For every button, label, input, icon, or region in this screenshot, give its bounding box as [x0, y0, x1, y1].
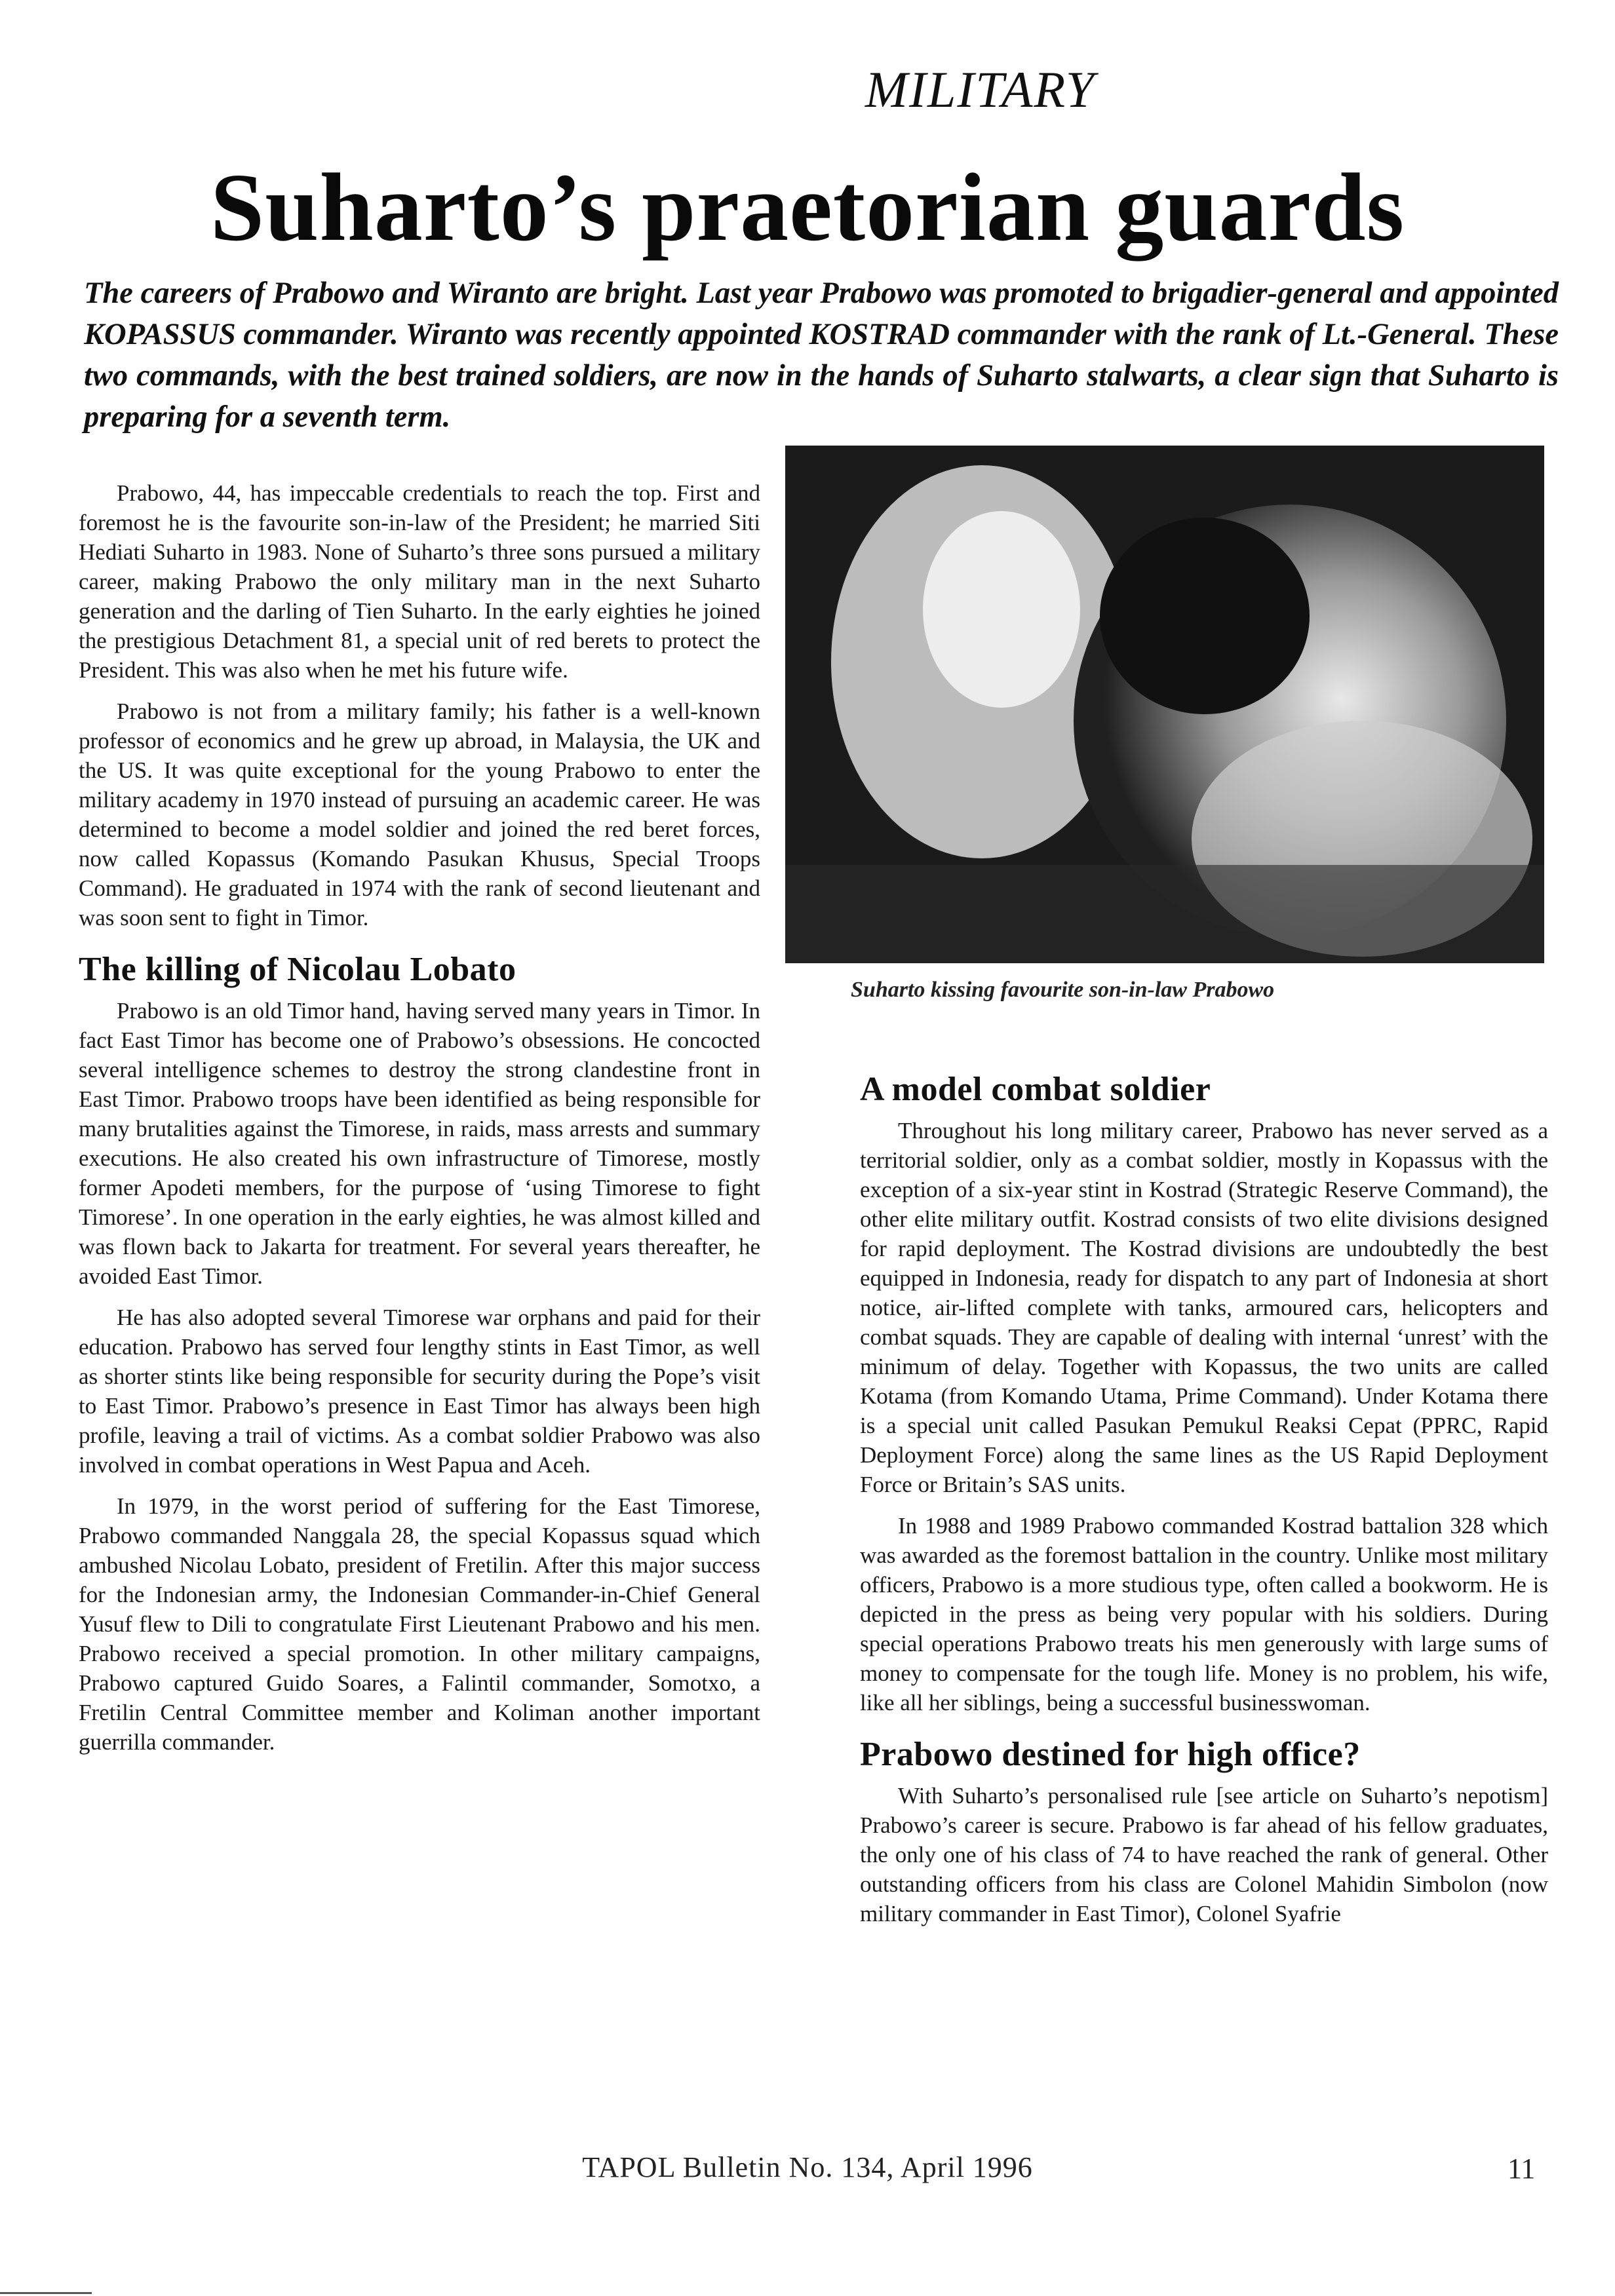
- subheading-model-combat-soldier: A model combat soldier: [860, 1071, 1211, 1108]
- publication-footer: TAPOL Bulletin No. 134, April 1996: [582, 2151, 1033, 2183]
- body-paragraph: Prabowo is an old Timor hand, having served many years in Timor. In fact East Timor has become one of Prabowo’s obsessions. He concocted several intelligence schemes to destroy the strong clandestine front in East Timor. Prabowo troops have been identified as being responsible for many brutalities against the Timorese, in raids, mass arrests and summary executions. He also created his own infrastructure of Timorese, mostly former Apodeti members, for the purpose of ‘using Timorese to fight Timorese’. In one operation in the early eighties, he was almost killed and was flown back to Jakarta for treatment. For several years thereafter, he avoided East Timor.: [79, 998, 760, 1289]
- left-column: [79, 478, 760, 1769]
- body-paragraph: Prabowo is not from a military family; his father is a well-known professor of economics and he grew up abroad, in Malaysia, the UK and the US. It was quite exceptional for the young Prabowo to enter the military academy in 1970 instead of pursuing an academic career. He was determined to become a model soldier and joined the red beret forces, now called Kopassus (Komando Pasukan Khusus, Special Troops Command). He graduated in 1974 with the rank of second lieutenant and was soon sent to fight in Timor.: [79, 698, 760, 930]
- body-paragraph: In 1988 and 1989 Prabowo commanded Kostrad battalion 328 which was awarded as the foremost battalion in the country. Unlike most military officers, Prabowo is a more studious type, often called a bookworm. He is depicted in the press as being very popular with his soldiers. During special operations Prabowo treats his men generously with large sums of money to compensate for the tough life. Money is no problem, his wife, like all her siblings, being a successful businesswoman.: [860, 1513, 1548, 1715]
- right-column: [860, 1071, 1548, 1940]
- body-paragraph: He has also adopted several Timorese war orphans and paid for their education. Prabowo has served four lengthy stints in East Timor, as well as shorter stints like being responsible for security during the Pope’s visit to East Timor. Prabowo’s presence in East Timor has always been high profile, leaving a trail of victims. As a combat soldier Prabowo was also involved in combat operations in West Papua and Aceh.: [79, 1305, 760, 1478]
- body-paragraph: Prabowo, 44, has impeccable credentials to reach the top. First and foremost he is the favourite son-in-law of the President; he married Siti Hediati Suharto in 1983. None of Suharto’s three sons pursued a military career, making Prabowo the only military man in the next Suharto generation and the darling of Tien Suharto. In the early eighties he joined the prestigious Detachment 81, a special unit of red berets to protect the President. This was also when he met his future wife.: [79, 480, 760, 683]
- page-number: 11: [1508, 2152, 1536, 2185]
- scan-edge-rule: [0, 2292, 92, 2294]
- article-headline: Suharto’s praetorian guards: [210, 154, 1405, 261]
- subheading-killing-of-lobato: The killing of Nicolau Lobato: [79, 951, 516, 988]
- photo-image: [785, 446, 1544, 963]
- section-label: MILITARY: [865, 61, 1096, 118]
- body-paragraph: In 1979, in the worst period of suffering for the East Timorese, Prabowo commanded Nanggala 28, the special Kopassus squad which ambushed Nicolau Lobato, president of Fretilin. After this major success for the Indonesian army, the Indonesian Commander-in-Chief General Yusuf flew to Dili to congratulate First Lieutenant Prabowo and his men. Prabowo received a special promotion. In other military campaigns, Prabowo captured Guido Soares, a Falintil commander, Somotxo, a Fretilin Central Committee member and Koliman another important guerrilla commander.: [79, 1493, 760, 1755]
- photo-caption: Suharto kissing favourite son-in-law Prabowo: [851, 978, 1275, 1002]
- article-standfirst: The careers of Prabowo and Wiranto are bright. Last year Prabowo was promoted to brigadier-general and appointed KOPASSUS commander. Wiranto was recently appointed KOSTRAD commander with the rank of Lt.-General. These two commands, with the best trained soldiers, are now in the hands of Suharto stalwarts, a clear sign that Suharto is preparing for a seventh term.: [84, 277, 1559, 434]
- body-paragraph: With Suharto’s personalised rule [see article on Suharto’s nepotism] Prabowo’s career is secure. Prabowo is far ahead of his fellow graduates, the only one of his class of 74 to have reached the rank of general. Other outstanding officers from his class are Colonel Mahidin Simbolon (now military commander in East Timor), Colonel Syafrie: [860, 1783, 1548, 1926]
- subheading-destined-for-high-office: Prabowo destined for high office?: [860, 1736, 1361, 1773]
- news-photo: [785, 446, 1544, 963]
- body-paragraph: Throughout his long military career, Prabowo has never served as a territorial soldier, only as a combat soldier, mostly in Kopassus with the exception of a six-year stint in Kostrad (Strategic Reserve Command), the other elite military outfit. Kostrad consists of two elite divisions designed for rapid deployment. The Kostrad divisions are undoubtedly the best equipped in Indonesia, ready for dispatch to any part of Indonesia at short notice, air-lifted complete with tanks, armoured cars, helicopters and combat squads. They are capable of dealing with internal ‘unrest’ with the minimum of delay. Together with Kopassus, the two units are called Kotama (from Komando Utama, Prime Command). Under Kotama there is a special unit called Pasukan Pemukul Reaksi Cepat (PPRC, Rapid Deployment Force) along the same lines as the US Rapid Deployment Force or Britain’s SAS units.: [860, 1118, 1548, 1497]
